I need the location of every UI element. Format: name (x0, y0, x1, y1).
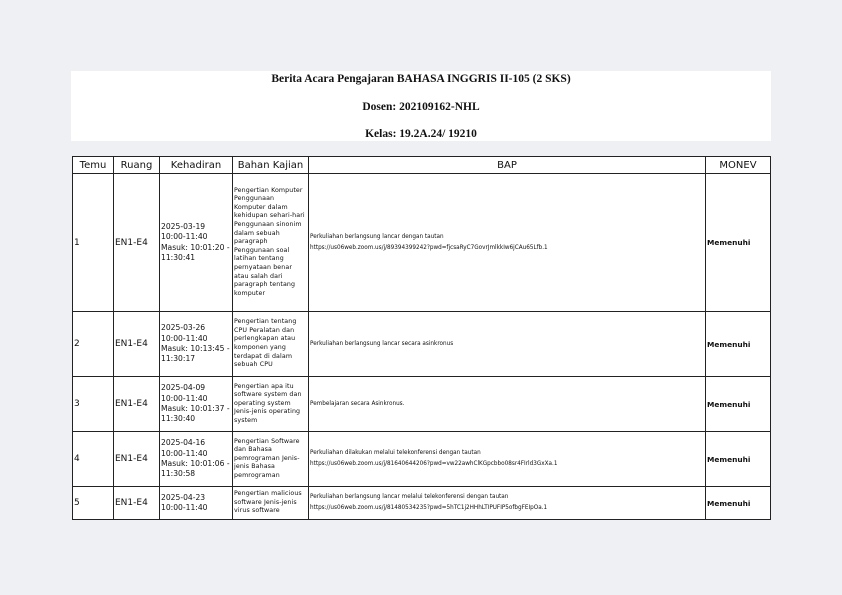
document-header (71, 71, 771, 141)
table-row (73, 487, 771, 520)
table-header-row (73, 157, 771, 174)
bap-link: https://us06web.zoom.us/j/81640644206?pwd=vw22awhClKGpcbbo08sr4FIrld3GxXa.1 (310, 461, 558, 467)
monev-cell: Memenuhi (706, 174, 771, 312)
ruang-cell: EN1-E4 (114, 487, 160, 520)
check-in-time: Masuk: 10:01:37 - 11:30:40 (161, 404, 230, 424)
schedule-time: 2025-03-26 10:00-11:40 (161, 323, 208, 343)
bap-text: Perkuliahan berlangsung lancar dengan tautan (310, 233, 444, 240)
table-row (73, 174, 771, 312)
column-header-monev: MONEV (706, 157, 771, 174)
bap-text: Pembelajaran secara Asinkronus. (310, 400, 405, 407)
monev-cell: Memenuhi (706, 432, 771, 487)
table-row (73, 432, 771, 487)
table-row (73, 312, 771, 377)
bap-cell (309, 174, 706, 312)
temu-cell: 1 (73, 174, 114, 312)
kehadiran-cell (160, 377, 233, 432)
lecturer-line: Dosen: 202109162-NHL (362, 101, 480, 113)
temu-cell: 4 (73, 432, 114, 487)
bahan-kajian-cell: Pengertian Software dan Bahasa pemrograman Jenis-jenis Bahasa pemrograman (233, 432, 309, 487)
bahan-kajian-cell: Pengertian apa itu software system dan operating system Jenis-jenis operating system (233, 377, 309, 432)
attendance-table (72, 156, 771, 520)
bap-cell (309, 432, 706, 487)
table-row (73, 377, 771, 432)
column-header-kehadiran: Kehadiran (160, 157, 233, 174)
column-header-ruang: Ruang (114, 157, 160, 174)
ruang-cell: EN1-E4 (114, 174, 160, 312)
bap-cell (309, 312, 706, 377)
ruang-cell: EN1-E4 (114, 377, 160, 432)
schedule-time: 2025-04-23 10:00-11:40 (161, 492, 208, 512)
bap-text: Perkuliahan berlangsung lancar secara asinkronus (310, 340, 454, 347)
check-in-time: Masuk: 10:01:06 - 11:30:58 (161, 459, 230, 479)
temu-cell: 5 (73, 487, 114, 520)
bap-cell (309, 487, 706, 520)
check-in-time: Masuk: 10:13:45 - 11:30:17 (161, 344, 230, 364)
column-header-temu: Temu (73, 157, 114, 174)
kehadiran-cell (160, 432, 233, 487)
bap-text: Perkuliahan dilakukan melalui telekonferensi dengan tautan (310, 450, 481, 456)
document-title: Berita Acara Pengajaran BAHASA INGGRIS II-105 (2 SKS) (271, 73, 571, 85)
monev-cell: Memenuhi (706, 377, 771, 432)
column-header-bahan-kajian: Bahan Kajian (233, 157, 309, 174)
temu-cell: 3 (73, 377, 114, 432)
bap-link: https://us06web.zoom.us/j/89394399242?pwd=fjcsaRyC7GovrJmlkkIw6jCAu65Lfb.1 (310, 244, 548, 251)
class-line: Kelas: 19.2A.24/ 19210 (365, 128, 477, 140)
bahan-kajian-cell: Pengertian tentang CPU Peralatan dan perlengkapan atau komponen yang terdapat di dalam sebuah CPU (233, 312, 309, 377)
kehadiran-cell (160, 487, 233, 520)
check-in-time: Masuk: 10:01:20 - 11:30:41 (161, 242, 230, 262)
monev-cell: Memenuhi (706, 312, 771, 377)
bahan-kajian-cell: Pengertian malicious software Jenis-jenis virus software (233, 487, 309, 520)
schedule-time: 2025-04-16 10:00-11:40 (161, 438, 208, 458)
bap-cell (309, 377, 706, 432)
kehadiran-cell (160, 174, 233, 312)
bap-text: Perkuliahan berlangsung lancar melalui telekonferensi dengan tautan (310, 494, 509, 500)
schedule-time: 2025-03-19 10:00-11:40 (161, 221, 208, 242)
bap-link: https://us06web.zoom.us/j/81480534235?pwd=5hTC1j2HHhLTIPUFIP5ofbgFEIpOa.1 (310, 505, 548, 511)
schedule-time: 2025-04-09 10:00-11:40 (161, 383, 208, 403)
temu-cell: 2 (73, 312, 114, 377)
bahan-kajian-cell: Pengertian Komputer Penggunaan Komputer dalam kehidupan sehari-hari Penggunaan sinonim dalam sebuah paragraph Penggunaan soal latihan tentang pernyataan benar atau salah dari paragraph tentang komputer (233, 174, 309, 312)
column-header-bap: BAP (309, 157, 706, 174)
ruang-cell: EN1-E4 (114, 312, 160, 377)
monev-cell: Memenuhi (706, 487, 771, 520)
kehadiran-cell (160, 312, 233, 377)
ruang-cell: EN1-E4 (114, 432, 160, 487)
